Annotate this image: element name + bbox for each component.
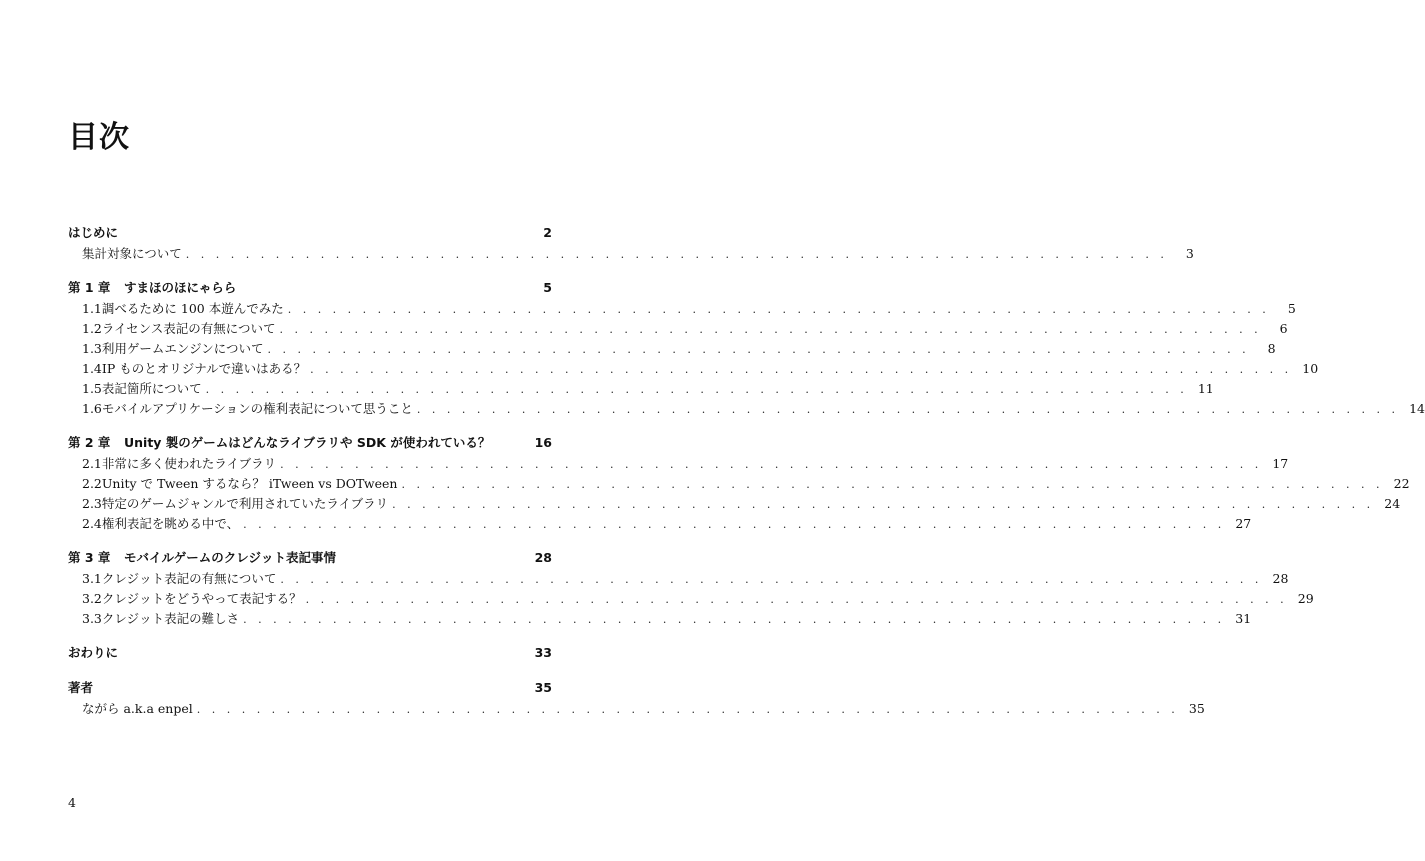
toc-chapter-number: 第 3 章 (68, 550, 111, 565)
leader-dots (284, 300, 1270, 320)
toc-entry-title: クレジット表記の難しさ (101, 611, 240, 626)
toc-chapter (68, 547, 1314, 629)
toc-section-number: 3.2 (82, 591, 102, 606)
toc-page-number: 16 (534, 435, 552, 450)
toc-entry-title: Unity で Tween するなら？ iTween vs DOTween (101, 476, 398, 491)
toc-chapter-title: おわりに (68, 645, 119, 660)
toc-section-number: 1.5 (82, 381, 102, 396)
toc-chapter-heading[interactable] (68, 432, 552, 454)
toc-entry[interactable] (68, 589, 1314, 609)
toc-entry-title: ライセンス表記の有無について (101, 321, 276, 336)
toc-entry[interactable] (68, 339, 1276, 359)
toc-section-number: 3.3 (82, 611, 102, 626)
leader-dots (193, 700, 1179, 720)
toc-section-number: 2.2 (82, 476, 102, 491)
toc-entry-title: モバイルアプリケーションの権利表記について思うこと (101, 401, 413, 416)
toc-entry[interactable] (68, 474, 1410, 494)
leader-dots (276, 455, 1262, 475)
toc-chapter-heading[interactable] (68, 547, 552, 569)
toc-entry[interactable] (68, 699, 1205, 719)
toc-chapter-title: はじめに (68, 225, 119, 240)
toc-entry[interactable] (68, 399, 1425, 419)
toc-entry-title: 調べるために 100 本遊んでみた (101, 301, 284, 316)
toc-entry[interactable] (68, 514, 1252, 534)
toc-page-number: 35 (534, 680, 552, 695)
toc-chapter (68, 677, 1205, 719)
toc-entry-title: 権利表記を眺める中で、 (101, 516, 240, 531)
toc-page-number: 14 (1409, 401, 1425, 416)
toc-entry[interactable] (68, 359, 1319, 379)
toc-page-number: 22 (1393, 476, 1410, 491)
toc-chapter (68, 222, 1194, 264)
page-number: 4 (68, 795, 76, 810)
toc-chapter-title: Unity 製のゲームはどんなライブラリや SDK が使われている？ (124, 435, 491, 450)
toc-page-number: 8 (1267, 341, 1276, 356)
toc-entry[interactable] (68, 319, 1288, 339)
toc-page-number: 2 (543, 225, 552, 240)
toc-entry-title: IP ものとオリジナルで違いはある？ (101, 361, 307, 376)
toc-chapter-heading[interactable] (68, 642, 552, 664)
leader-dots (239, 610, 1225, 630)
toc-entry-title: 表記箇所について (101, 381, 202, 396)
toc-entry[interactable] (68, 494, 1401, 514)
page-title: 目次 (68, 120, 130, 155)
toc-entry[interactable] (68, 454, 1289, 474)
toc-entry[interactable] (68, 244, 1194, 264)
toc-entry[interactable] (68, 379, 1214, 399)
toc-section-number: 1.1 (82, 301, 102, 316)
toc-section-number: 1.3 (82, 341, 102, 356)
toc-page-number: 28 (1272, 571, 1289, 586)
toc-entry[interactable] (68, 609, 1252, 629)
toc-entry-title: クレジット表記の有無について (101, 571, 277, 586)
toc-entry-title: ながら a.k.a enpel (82, 701, 193, 716)
toc-chapter-title: 著者 (68, 680, 94, 695)
leader-dots (239, 515, 1225, 535)
toc-entry[interactable] (68, 569, 1289, 589)
toc-page-number: 33 (534, 645, 552, 660)
leader-dots (202, 380, 1188, 400)
toc-chapter (68, 277, 1425, 419)
toc-chapter-heading[interactable] (68, 222, 552, 244)
toc-entry-title: クレジットをどうやって表記する？ (101, 591, 302, 606)
toc-chapter-number: 第 1 章 (68, 280, 111, 295)
leader-dots (264, 340, 1250, 360)
toc-page-number: 17 (1272, 456, 1289, 471)
leader-dots (413, 400, 1399, 420)
toc-entry[interactable] (68, 299, 1296, 319)
toc-entry-title: 非常に多く使われたライブラリ (101, 456, 277, 471)
toc-page-number: 35 (1188, 701, 1205, 716)
leader-dots (276, 320, 1262, 340)
toc-section-number: 2.1 (82, 456, 102, 471)
toc-section-number: 3.1 (82, 571, 102, 586)
toc-chapter-title: モバイルゲームのクレジット表記事情 (124, 550, 336, 565)
toc-page-number: 28 (534, 550, 552, 565)
toc-chapter-heading[interactable] (68, 277, 552, 299)
toc-page-number: 11 (1197, 381, 1214, 396)
toc-section-number: 2.3 (82, 496, 102, 511)
leader-dots (388, 495, 1374, 515)
leader-dots (306, 360, 1292, 380)
toc-section-number: 1.6 (82, 401, 102, 416)
toc-section-number: 1.2 (82, 321, 102, 336)
table-of-contents (68, 222, 1425, 732)
leader-dots (276, 570, 1262, 590)
leader-dots (397, 475, 1383, 495)
toc-chapter-number: 第 2 章 (68, 435, 111, 450)
toc-chapter (68, 432, 1410, 534)
toc-page-number: 3 (1185, 246, 1194, 261)
toc-entry-title: 利用ゲームエンジンについて (101, 341, 264, 356)
toc-entry-title: 集計対象について (82, 246, 182, 261)
toc-page-number: 24 (1384, 496, 1401, 511)
toc-page-number: 27 (1235, 516, 1252, 531)
toc-page-number: 6 (1279, 321, 1288, 336)
toc-page-number: 31 (1235, 611, 1252, 626)
toc-page-number: 5 (1287, 301, 1296, 316)
toc-chapter (68, 642, 552, 664)
toc-chapter-heading[interactable] (68, 677, 552, 699)
toc-page-number: 10 (1302, 361, 1319, 376)
toc-section-number: 1.4 (82, 361, 102, 376)
leader-dots (182, 245, 1168, 265)
toc-entry-title: 特定のゲームジャンルで利用されていたライブラリ (101, 496, 389, 511)
toc-chapter-title: すまほのほにゃらら (124, 280, 237, 295)
toc-page-number: 5 (543, 280, 552, 295)
leader-dots (302, 590, 1288, 610)
toc-page-number: 29 (1297, 591, 1314, 606)
toc-section-number: 2.4 (82, 516, 102, 531)
